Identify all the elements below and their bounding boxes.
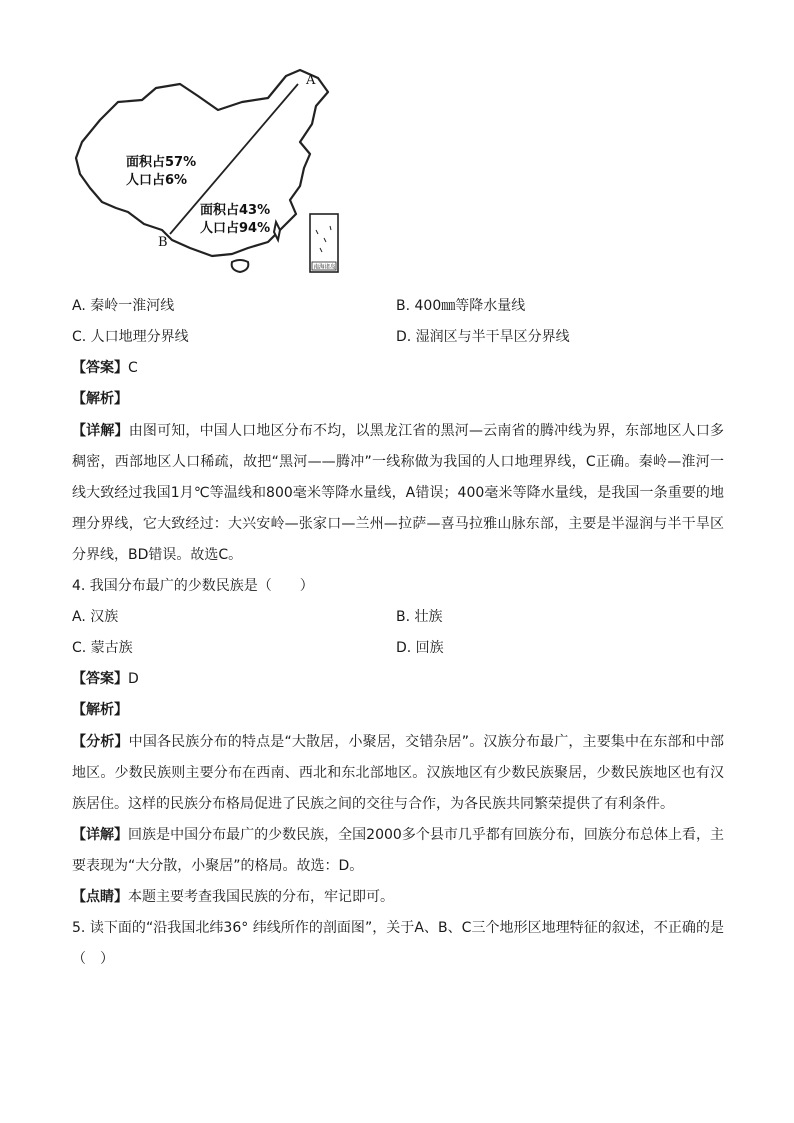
hainan-island [232, 260, 249, 272]
china-population-map [72, 62, 340, 276]
label-a: A [306, 73, 316, 88]
east-population-text: 人口占94% [200, 221, 271, 236]
q4-option-c: C. 蒙古族 [72, 640, 133, 656]
east-area-text: 面积占43% [200, 203, 271, 218]
q5-question: 5. 读下面的“沿我国北纬36° 纬线所作的剖面图”，关于A、B、C三个地形区地理特征的叙述，不正确的是（ ） [72, 920, 724, 967]
q3-option-c: C. 人口地理分界线 [72, 329, 189, 345]
detail-text: 由图可知，中国人口地区分布不均，以黑龙江省的黑河—云南省的腾冲线为界，东部地区人口多稠密，西部地区人口稀疏，故把“黑河——腾冲”一线称做为我国的人口地理界线，C正确。秦岭—淮河一线大致经过我国1月℃等温线和800毫米等降水量线，A错误；400毫米等降水量线，是我国一条重要的地理分界线，它大致经过：大兴安岭—张家口—兰州—拉萨—喜马拉雅山脉东部，主要是半湿润与半干旱区分界线，BD错误。故选C。 [72, 423, 725, 563]
q4-answer: 【答案】D [72, 671, 139, 687]
west-population-text: 人口占6% [126, 173, 188, 188]
q3-detail-paragraph [72, 416, 724, 571]
label-b: B [158, 235, 168, 250]
q3-option-a: A. 秦岭一淮河线 [72, 298, 175, 314]
q3-option-d: D. 湿润区与半干旱区分界线 [396, 329, 570, 345]
detail-tag: 【详解】 [72, 423, 129, 439]
q4-option-d: D. 回族 [396, 640, 444, 656]
q3-answer [72, 358, 138, 378]
q3-analysis-heading: 【解析】 [72, 391, 128, 407]
q4-analysis-heading: 【解析】 [72, 702, 128, 718]
q4-question: 4. 我国分布最广的少数民族是（ ） [72, 578, 314, 594]
svg-text:南海诸岛: 南海诸岛 [313, 264, 336, 271]
answer-value: C [128, 360, 138, 376]
q4-detail-paragraph: 【详解】回族是中国分布最广的少数民族，全国2000多个县市几乎都有回族分布，回族分布总体上看，主要表现为“大分散，小聚居”的格局。故选：D。 [72, 827, 725, 874]
q4-option-a: A. 汉族 [72, 609, 119, 625]
q4-fenxi-paragraph: 【分析】中国各民族分布的特点是“大散居，小聚居，交错杂居”。汉族分布最广，主要集中在东部和中部地区。少数民族则主要分布在西南、西北和东北部地区。汉族地区有少数民族聚居，少数民族地区也有汉族居住。这样的民族分布格局促进了民族之间的交往与合作，为各民族共同繁荣提供了有利条件。 [72, 734, 724, 812]
west-area-text: 面积占57% [126, 155, 197, 170]
q4-dianjing-paragraph: 【点睛】本题主要考查我国民族的分布，牢记即可。 [72, 889, 394, 905]
answer-tag: 【答案】 [72, 360, 128, 376]
south-china-sea-inset [310, 214, 338, 272]
q4-option-b: B. 壮族 [396, 609, 443, 625]
q3-option-b: B. 400㎜等降水量线 [396, 298, 526, 314]
